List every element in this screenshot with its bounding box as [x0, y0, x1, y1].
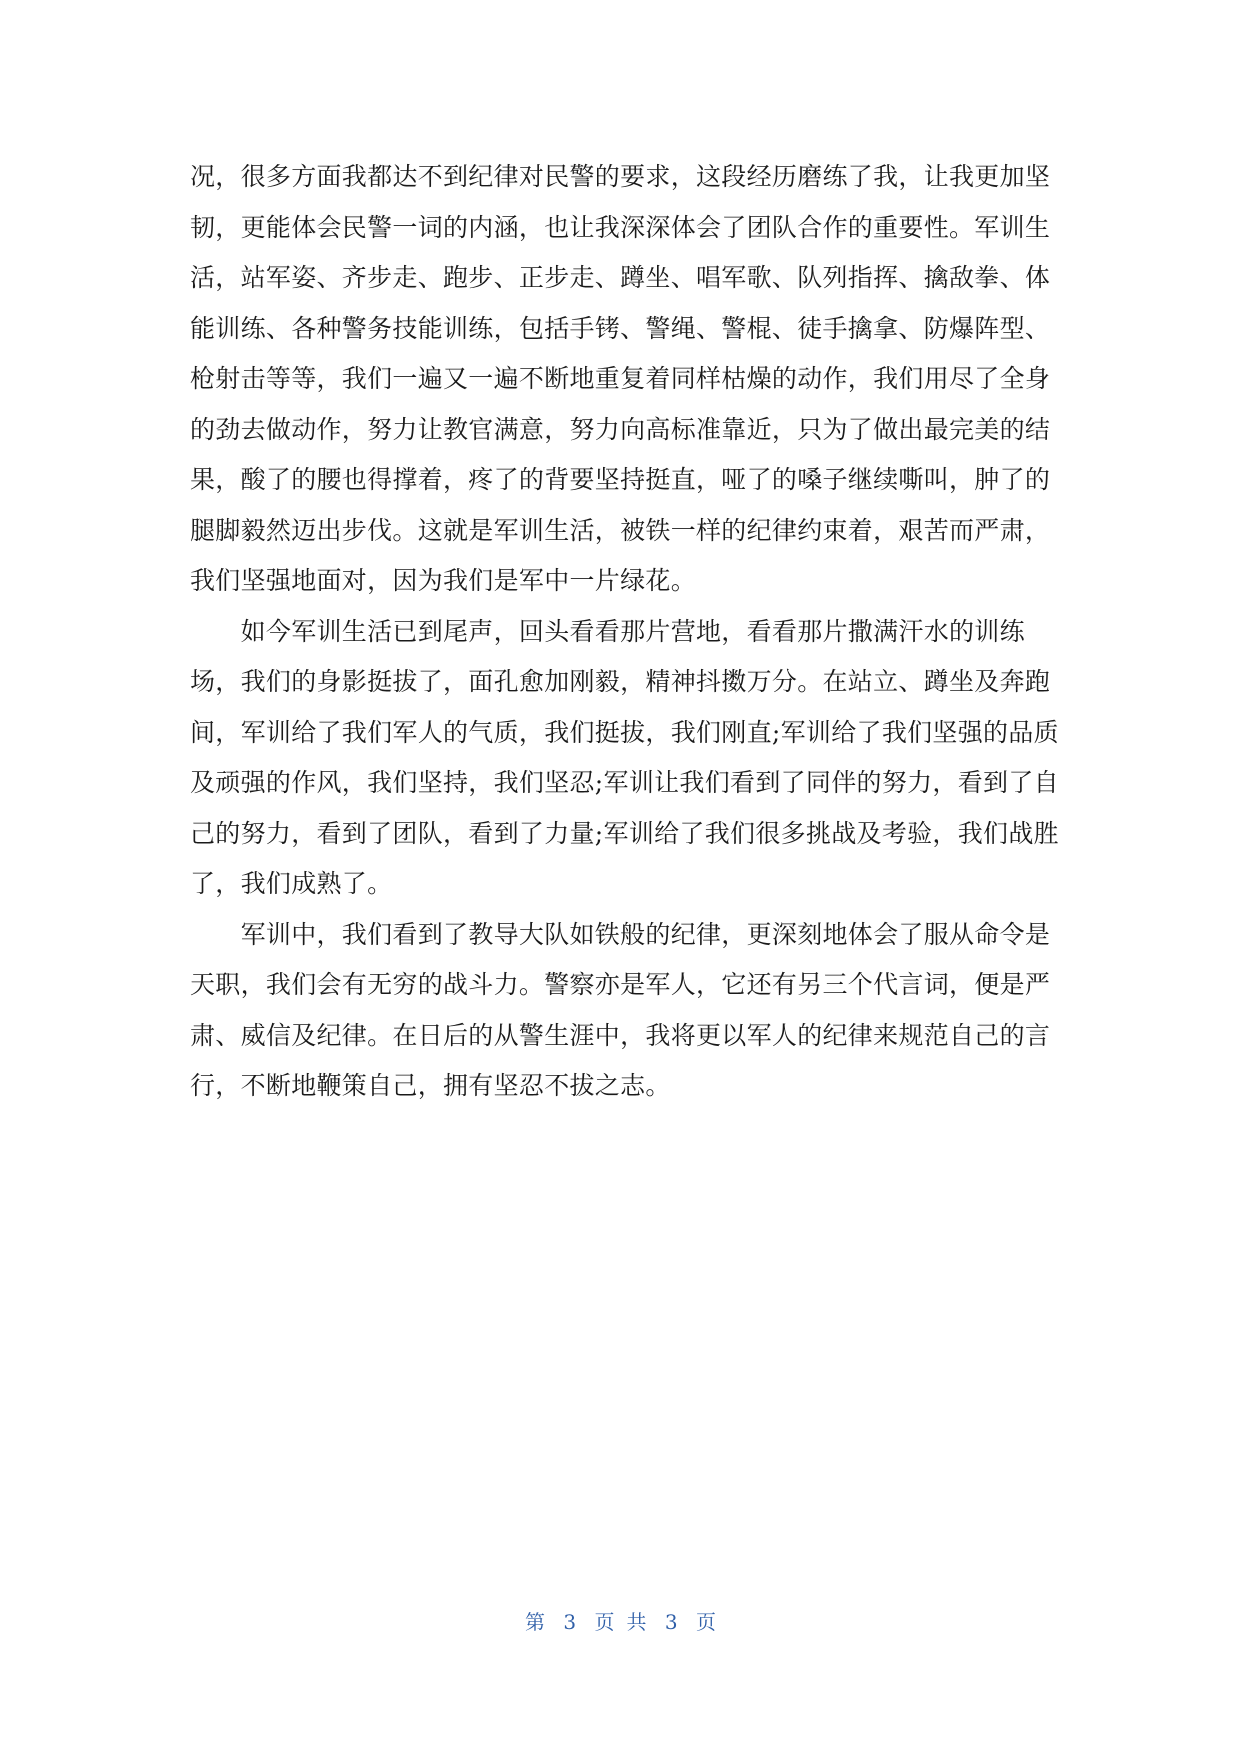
- text-line: 我们坚强地面对，因为我们是军中一片绿花。: [190, 566, 697, 595]
- body-text: [190, 152, 1059, 1112]
- text-line: 的劲去做动作，努力让教官满意，努力向高标准靠近，只为了做出最完美的结: [190, 414, 1051, 444]
- footer-label-gong: 共: [626, 1610, 647, 1634]
- text-line: 场，我们的身影挺拔了，面孔愈加刚毅，精神抖擞万分。在站立、蹲坐及奔跑: [190, 667, 1051, 696]
- text-line: 天职，我们会有无穷的战斗力。警察亦是军人，它还有另三个代言词，便是严: [190, 970, 1051, 999]
- text-line: 韧，更能体会民警一词的内涵，也让我深深体会了团队合作的重要性。军训生: [190, 212, 1051, 242]
- text-line: 己的努力，看到了团队，看到了力量;军训给了我们很多挑战及考验，我们战胜: [190, 818, 1059, 848]
- page-footer: [0, 1606, 1241, 1635]
- text-line: 能训练、各种警务技能训练，包括手铐、警绳、警棍、徒手擒拿、防爆阵型、: [190, 313, 1051, 343]
- text-line: 况，很多方面我都达不到纪律对民警的要求，这段经历磨练了我，让我更加坚: [190, 162, 1051, 191]
- text-line: 活，站军姿、齐步走、跑步、正步走、蹲坐、唱军歌、队列指挥、擒敌拳、体: [190, 263, 1051, 292]
- footer-label-di: 第: [525, 1610, 546, 1634]
- text-line: 腿脚毅然迈出步伐。这就是军训生活，被铁一样的纪律约束着，艰苦而严肃，: [190, 515, 1051, 545]
- text-line: 军训中，我们看到了教导大队如铁般的纪律，更深刻地体会了服从命令是: [190, 919, 1051, 949]
- text-line: 肃、威信及纪律。在日后的从警生涯中，我将更以军人的纪律来规范自己的言: [190, 1020, 1051, 1050]
- text-line: 及顽强的作风，我们坚持，我们坚忍;军训让我们看到了同伴的努力，看到了自: [190, 768, 1059, 797]
- current-page-number: 3: [563, 1610, 577, 1634]
- total-page-number: 3: [664, 1610, 678, 1634]
- text-line: 果，酸了的腰也得撑着，疼了的背要坚持挺直，哑了的嗓子继续嘶叫，肿了的: [190, 465, 1051, 494]
- footer-label-ye-end: 页: [695, 1610, 716, 1634]
- text-line: 枪射击等等，我们一遍又一遍不断地重复着同样枯燥的动作，我们用尽了全身: [190, 364, 1051, 393]
- text-line: 了，我们成熟了。: [190, 869, 393, 898]
- footer-label-ye: 页: [594, 1610, 615, 1634]
- text-line: 间，军训给了我们军人的气质，我们挺拔，我们刚直;军训给了我们坚强的品质: [190, 717, 1059, 747]
- text-line: 如今军训生活已到尾声，回头看看那片营地，看看那片撒满汗水的训练: [190, 616, 1025, 646]
- text-line: 行，不断地鞭策自己，拥有坚忍不拔之志。: [190, 1071, 671, 1100]
